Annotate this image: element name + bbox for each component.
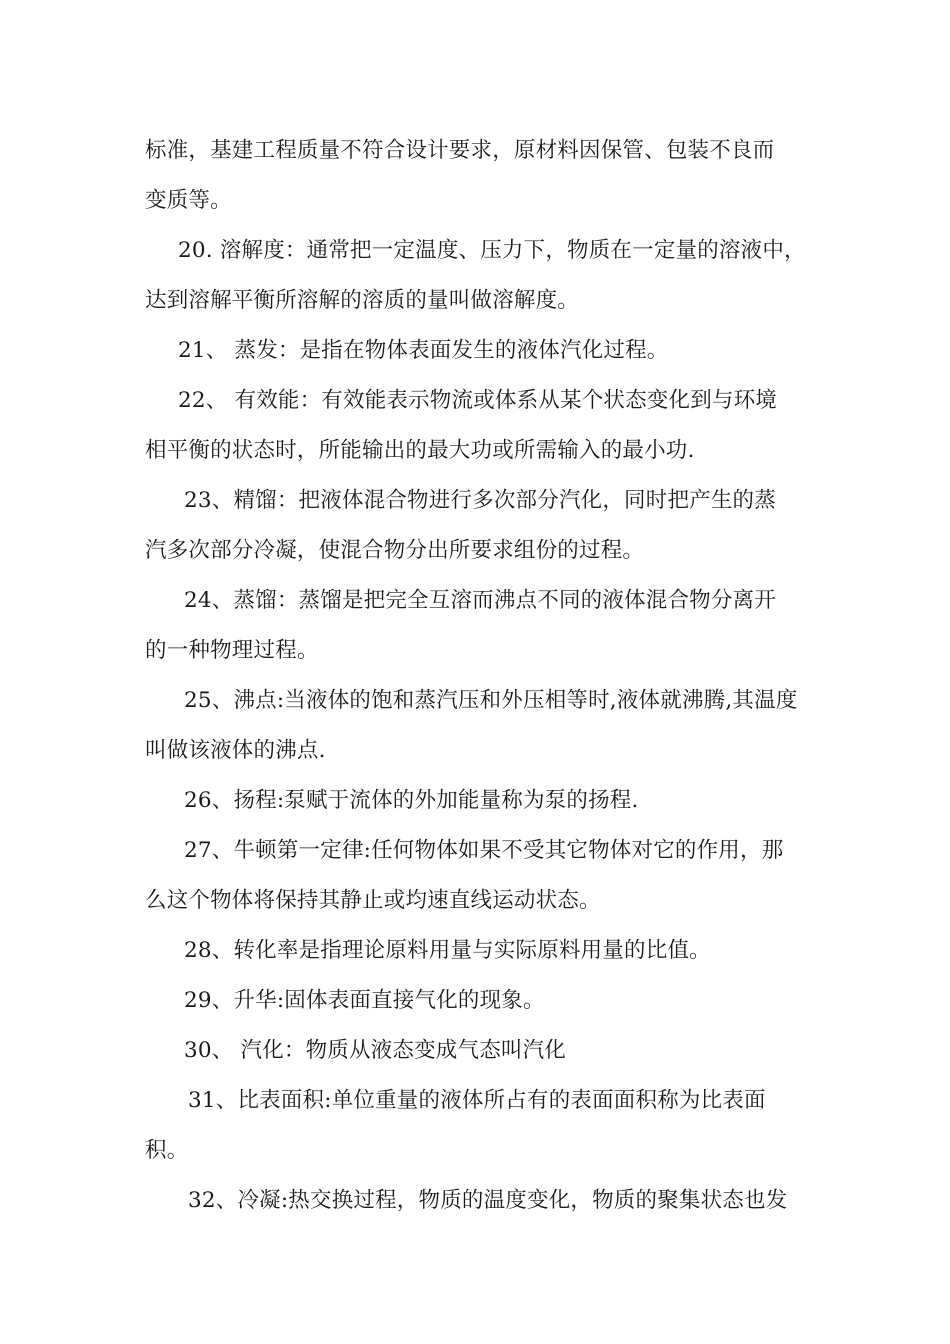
text-line-6: 22、 有效能：有效能表示物流或体系从某个状态变化到与环境 <box>178 388 777 413</box>
text-line-19: 30、 汽化：物质从液态变成气态叫汽化 <box>184 1038 566 1063</box>
text-line-22: 32、冷凝:热交换过程，物质的温度变化，物质的聚集状态也发 <box>188 1188 788 1213</box>
text-line-17: 28、转化率是指理论原料用量与实际原料用量的比值。 <box>184 938 711 963</box>
text-line-20: 31、比表面积:单位重量的液体所占有的表面面积称为比表面 <box>188 1088 766 1113</box>
text-line-18: 29、升华:固体表面直接气化的现象。 <box>184 988 545 1013</box>
text-line-11: 的一种物理过程。 <box>145 638 319 663</box>
text-line-7: 相平衡的状态时，所能输出的最大功或所需输入的最小功. <box>145 438 695 463</box>
text-line-12: 25、沸点:当液体的饱和蒸汽压和外压相等时,液体就沸腾,其温度 <box>184 688 798 713</box>
text-line-1: 标准，基建工程质量不符合设计要求，原材料因保管、包装不良而 <box>145 138 775 163</box>
text-line-13: 叫做该液体的沸点. <box>145 738 326 763</box>
text-line-14: 26、扬程:泵赋于流体的外加能量称为泵的扬程. <box>184 788 639 813</box>
text-line-8: 23、精馏：把液体混合物进行多次部分汽化，同时把产生的蒸 <box>184 488 776 513</box>
text-line-2: 变质等。 <box>145 188 232 213</box>
text-line-5: 21、 蒸发：是指在物体表面发生的液体汽化过程。 <box>178 338 669 363</box>
text-line-10: 24、蒸馏：蒸馏是把完全互溶而沸点不同的液体混合物分离开 <box>184 588 776 613</box>
text-line-15: 27、牛顿第一定律:任何物体如果不受其它物体对它的作用，那 <box>184 838 784 863</box>
text-line-16: 么这个物体将保持其静止或均速直线运动状态。 <box>145 888 601 913</box>
text-line-9: 汽多次部分冷凝，使混合物分出所要求组份的过程。 <box>145 538 645 563</box>
text-line-4: 达到溶解平衡所溶解的溶质的量叫做溶解度。 <box>145 288 580 313</box>
text-line-21: 积。 <box>145 1138 189 1163</box>
text-line-3: 20. 溶解度：通常把一定温度、压力下，物质在一定量的溶液中， <box>178 238 806 263</box>
